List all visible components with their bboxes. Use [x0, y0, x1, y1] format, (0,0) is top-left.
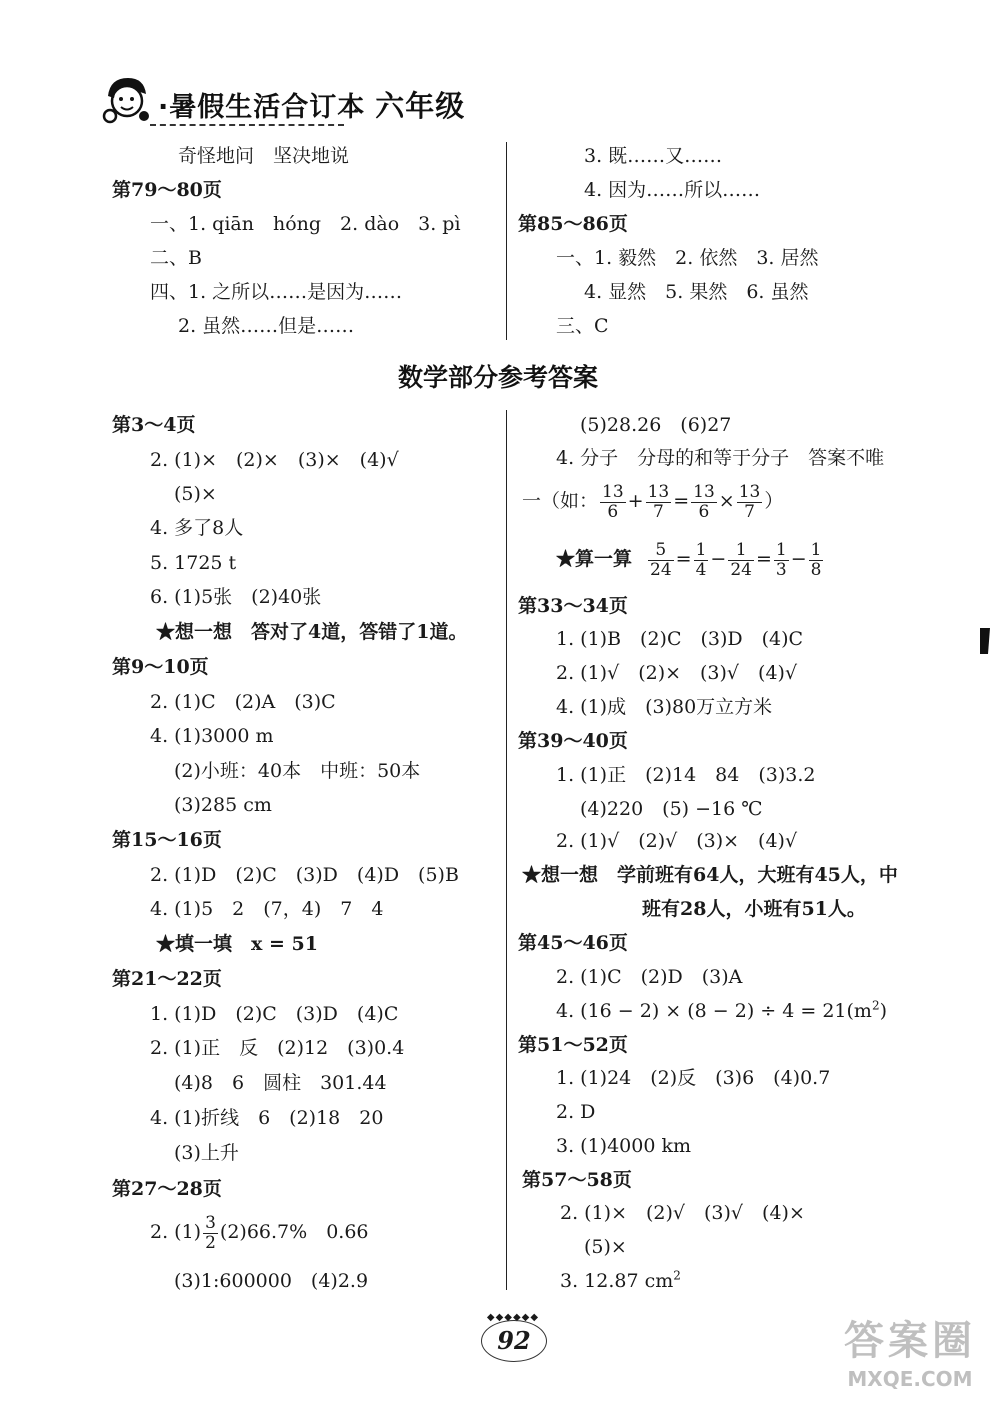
fraction [646, 483, 672, 522]
math-answer-line: (5)× [174, 483, 217, 505]
header-logo-icon [100, 72, 154, 126]
page-number-ornament-icon: ◆◆◆◆◆◆ [486, 1312, 540, 1323]
header-underline [150, 124, 344, 126]
math-answer-line: 5. 1725 t [150, 552, 237, 574]
math-answer-line: 1. (1)正 (2)14 84 (3)3.2 [556, 764, 816, 786]
column-divider-top [506, 142, 507, 340]
chinese-right-line: 三、C [556, 315, 609, 337]
fraction-denominator: 24 [730, 559, 752, 580]
fraction-numerator: 5 [648, 541, 674, 561]
math-answer-line: 1. (1)24 (2)反 (3)6 (4)0.7 [556, 1067, 831, 1089]
answer-prefix: 2. (1) [150, 1221, 202, 1243]
math-answer-line: 3. (1)4000 km [556, 1135, 692, 1157]
math-answer-line: (4)220 (5) −16 ℃ [580, 798, 763, 820]
fraction-numerator: 1 [775, 539, 787, 560]
chinese-left-line: 2. 虽然……但是…… [178, 315, 355, 337]
chinese-left-line: 二、B [150, 247, 202, 269]
operator: × [718, 490, 735, 512]
fraction-denominator: 4 [695, 559, 707, 580]
math-answer-line: 4. (1)5 2 (7，4) 7 4 [150, 898, 384, 920]
watermark-line2: MXQE.COM [847, 1367, 973, 1391]
fraction [728, 541, 754, 580]
fraction-denominator: 6 [607, 501, 619, 522]
fraction-numerator: 1 [728, 541, 754, 561]
math-page-heading: 第15～16页 [112, 829, 222, 851]
fraction [691, 483, 717, 522]
math-answer-line: 1. (1)B (2)C (3)D (4)C [556, 628, 804, 650]
operator: = [675, 548, 692, 570]
math-answer-line: (2)小班：40本 中班：50本 [174, 760, 421, 782]
math-calc-line [556, 536, 825, 582]
fraction-numerator: 3 [205, 1212, 216, 1233]
math-answer-line: 1. (1)D (2)C (3)D (4)C [150, 1003, 399, 1025]
chinese-right-line: 4. 因为……所以…… [584, 179, 761, 201]
math-answer-line: (5)28.26 (6)27 [580, 414, 732, 436]
math-page-heading: 第3～4页 [112, 414, 196, 436]
math-bonus-line: ★填一填 x = 51 [156, 933, 318, 955]
area-expression: 4. (16 − 2) × (8 − 2) ÷ 4 = 21(m [556, 1000, 872, 1022]
fraction-denominator: 8 [810, 559, 822, 580]
math-page-heading: 第9～10页 [112, 656, 209, 678]
math-bonus-line: 班有28人，小班有51人。 [642, 898, 866, 920]
chinese-left-line: 一、1. qiān hóng 2. dào 3. pì [150, 213, 461, 235]
page-number: 92 [481, 1320, 547, 1362]
math-answer-line: 2. (1)正 反 (2)12 (3)0.4 [150, 1037, 405, 1059]
math-answer-line: 2. (1)C (2)D (3)A [556, 966, 743, 988]
fraction-denominator: 7 [652, 501, 664, 522]
math-answer-line: 4. (1)折线 6 (2)18 20 [150, 1107, 384, 1129]
header-grade: 六年级 [375, 89, 466, 123]
math-answer-line: 2. (1)D (2)C (3)D (4)D (5)B [150, 864, 459, 886]
math-page-heading: 第33～34页 [518, 595, 628, 617]
math-answer-line: 2. (1)× (2)× (3)× (4)√ [150, 449, 399, 471]
operator: + [627, 490, 644, 512]
fraction-denominator: 6 [698, 501, 710, 522]
fraction-numerator: 13 [602, 481, 624, 502]
fraction [737, 483, 763, 522]
math-answer-line: 2. (1)√ (2)× (3)√ (4)√ [556, 662, 798, 684]
chinese-right-line: 3. 既……又…… [584, 145, 723, 167]
math-answer-line: 4. (1)3000 m [150, 725, 274, 747]
math-answer-line: (3)上升 [174, 1142, 239, 1164]
fraction-numerator: 13 [693, 481, 715, 502]
fraction [648, 541, 674, 580]
watermark [830, 1316, 990, 1406]
math-answer-line: 6. (1)5张 (2)40张 [150, 586, 322, 608]
operator: − [710, 548, 727, 570]
answer-suffix: (2)66.7% 0.66 [219, 1221, 369, 1243]
fraction [600, 483, 626, 522]
operator: = [755, 548, 772, 570]
math-answer-line: (3)285 cm [174, 794, 272, 816]
answer-text: 3. 12.87 cm [560, 1270, 674, 1292]
fraction-numerator: 13 [738, 481, 761, 502]
fraction-numerator: 13 [647, 481, 670, 502]
area-close: ) [879, 1000, 888, 1022]
math-answer-line: (5)× [584, 1236, 627, 1258]
math-bonus-line: ★想一想 学前班有64人，大班有45人，中 [522, 864, 898, 886]
math-answer-line-fraction [150, 1210, 369, 1254]
operator: = [673, 490, 690, 512]
fraction [774, 541, 789, 580]
example-prefix: 一（如： [522, 490, 599, 512]
column-divider-main [506, 410, 507, 1290]
math-answer-line: 2. (1)× (2)√ (3)√ (4)× [560, 1202, 805, 1224]
math-bonus-line: ★想一想 答对了4道，答错了1道。 [156, 621, 468, 643]
triangle-marker-icon [980, 628, 990, 654]
math-answer-line-area [556, 998, 887, 1024]
math-answer-line: 4. 分子 分母的和等于分子 答案不唯 [556, 447, 885, 469]
chinese-page-heading: 第85～86页 [518, 213, 628, 235]
fraction-denominator: 2 [205, 1232, 216, 1253]
math-answer-line: 2. D [556, 1101, 596, 1123]
fraction-denominator: 7 [744, 501, 755, 522]
math-answer-line-cm2 [560, 1268, 681, 1294]
chinese-right-line: 4. 显然 5. 果然 6. 虽然 [584, 281, 809, 303]
fraction-denominator: 24 [650, 559, 672, 580]
math-page-heading: 第45～46页 [518, 932, 628, 954]
chinese-left-line: 四、1. 之所以……是因为…… [150, 281, 403, 303]
close-paren: ） [764, 490, 784, 512]
math-answer-line: 4. (1)成 (3)80万立方米 [556, 696, 773, 718]
math-section-title: 数学部分参考答案 [398, 363, 599, 392]
math-page-heading: 第21～22页 [112, 968, 222, 990]
calc-label: ★算一算 [556, 548, 633, 570]
fraction-numerator: 1 [695, 539, 707, 560]
chinese-page-heading: 第79～80页 [112, 179, 222, 201]
math-page-heading: 第39～40页 [518, 730, 628, 752]
chinese-left-line: 奇怪地问 坚决地说 [178, 145, 350, 167]
watermark-line1: 答案圈 [844, 1318, 976, 1364]
header-title [158, 84, 465, 125]
math-answer-line-example [522, 478, 783, 524]
superscript: 2 [673, 1268, 681, 1283]
operator: − [790, 548, 807, 570]
fraction-denominator: 3 [775, 559, 787, 580]
math-answer-line: (3)1:600000 (4)2.9 [174, 1270, 369, 1292]
superscript: 2 [871, 998, 880, 1013]
math-answer-line: 2. (1)√ (2)√ (3)× (4)√ [556, 830, 798, 852]
math-page-heading: 第57～58页 [522, 1169, 632, 1191]
fraction-three-halves [203, 1214, 218, 1253]
fraction [809, 541, 824, 580]
header-title-text: ·暑假生活合订本 [158, 92, 366, 123]
math-answer-line: (4)8 6 圆柱 301.44 [174, 1072, 387, 1094]
math-answer-line: 4. 多了8人 [150, 517, 244, 539]
math-answer-line: 2. (1)C (2)A (3)C [150, 691, 336, 713]
math-page-heading: 第51～52页 [518, 1034, 628, 1056]
math-page-heading: 第27～28页 [112, 1178, 222, 1200]
chinese-right-line: 一、1. 毅然 2. 依然 3. 居然 [556, 247, 819, 269]
fraction [694, 541, 709, 580]
fraction-numerator: 1 [810, 539, 822, 560]
